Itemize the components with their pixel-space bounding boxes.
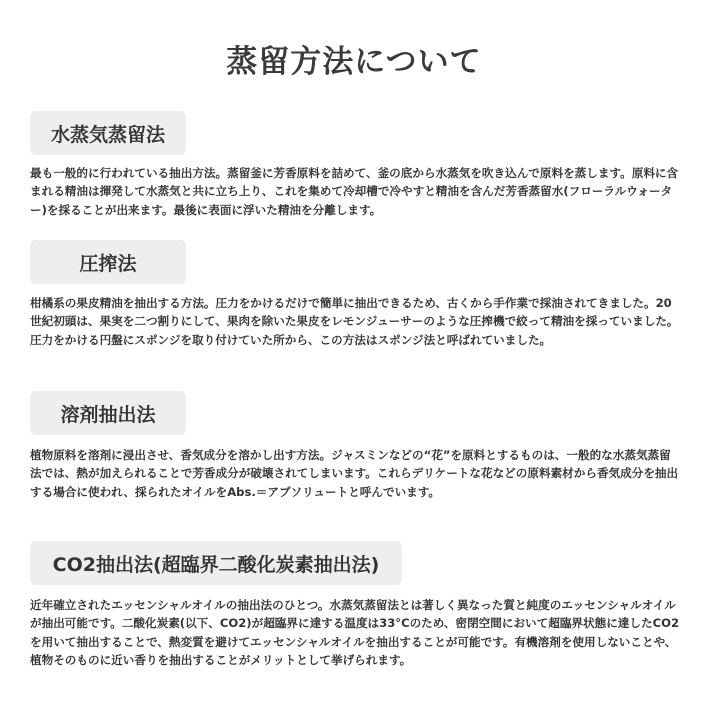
section-heading-expression: 圧搾法 bbox=[30, 240, 186, 284]
section-body-expression: 柑橘系の果皮精油を抽出する方法。圧力をかけるだけで簡単に抽出できるため、古くから手作業で採油されてきました。20世紀初頭は、果実を二つ割りにして、果肉を除いた果皮をレモンジューサーのような圧搾機で絞って精油を採っていました。圧力をかける円盤にスポンジを取り付けていた所から、この方法はスポンジ法と呼ばれていました。 bbox=[30, 296, 679, 347]
section-body-solvent-extraction: 植物原料を溶剤に浸出させ、香気成分を溶かし出す方法。ジャスミンなどの“花”を原料とするものは、一般的な水蒸気蒸留法では、熱が加えられることで芳香成分が破壊されてしまいます。これらデリケートな花などの原料素材から香気成分を抽出する場合に使われ、採られたオイルをAbs.＝アブソリュートと呼んでいます。 bbox=[30, 448, 679, 499]
section-body-co2-extraction: 近年確立されたエッセンシャルオイルの抽出法のひとつ。水蒸気蒸留法とは著しく異なった質と純度のエッセンシャルオイルが抽出可能です。二酸化炭素(以下、CO2)が超臨界に達する温度は33°Cのため、密閉空間において超臨界状態に達したCO2を用いて抽出することで、熱変質を避けてエッセンシャルオイルを抽出することが可能です。有機溶剤を使用しないことや、植物そのものに近い香りを抽出することがメリットとして挙げられます。 bbox=[30, 598, 680, 668]
section-heading-co2-extraction: CO2抽出法(超臨界二酸化炭素抽出法) bbox=[30, 541, 402, 585]
page-title: 蒸留方法について bbox=[226, 44, 482, 80]
section-body-steam-distillation: 最も一般的に行われている抽出方法。蒸留釜に芳香原料を詰めて、釜の底から水蒸気を吹き込んで原料を蒸します。原料に含まれる精油は揮発して水蒸気と共に立ち上り、これを集めて冷却槽で冷やすと精油を含んだ芳香蒸留水(フローラルウォーター)を採ることが出来ます。最後に表面に浮いた精油を分離します。 bbox=[30, 166, 679, 217]
section-heading-solvent-extraction: 溶剤抽出法 bbox=[30, 391, 186, 435]
section-heading-steam-distillation: 水蒸気蒸留法 bbox=[30, 111, 186, 155]
